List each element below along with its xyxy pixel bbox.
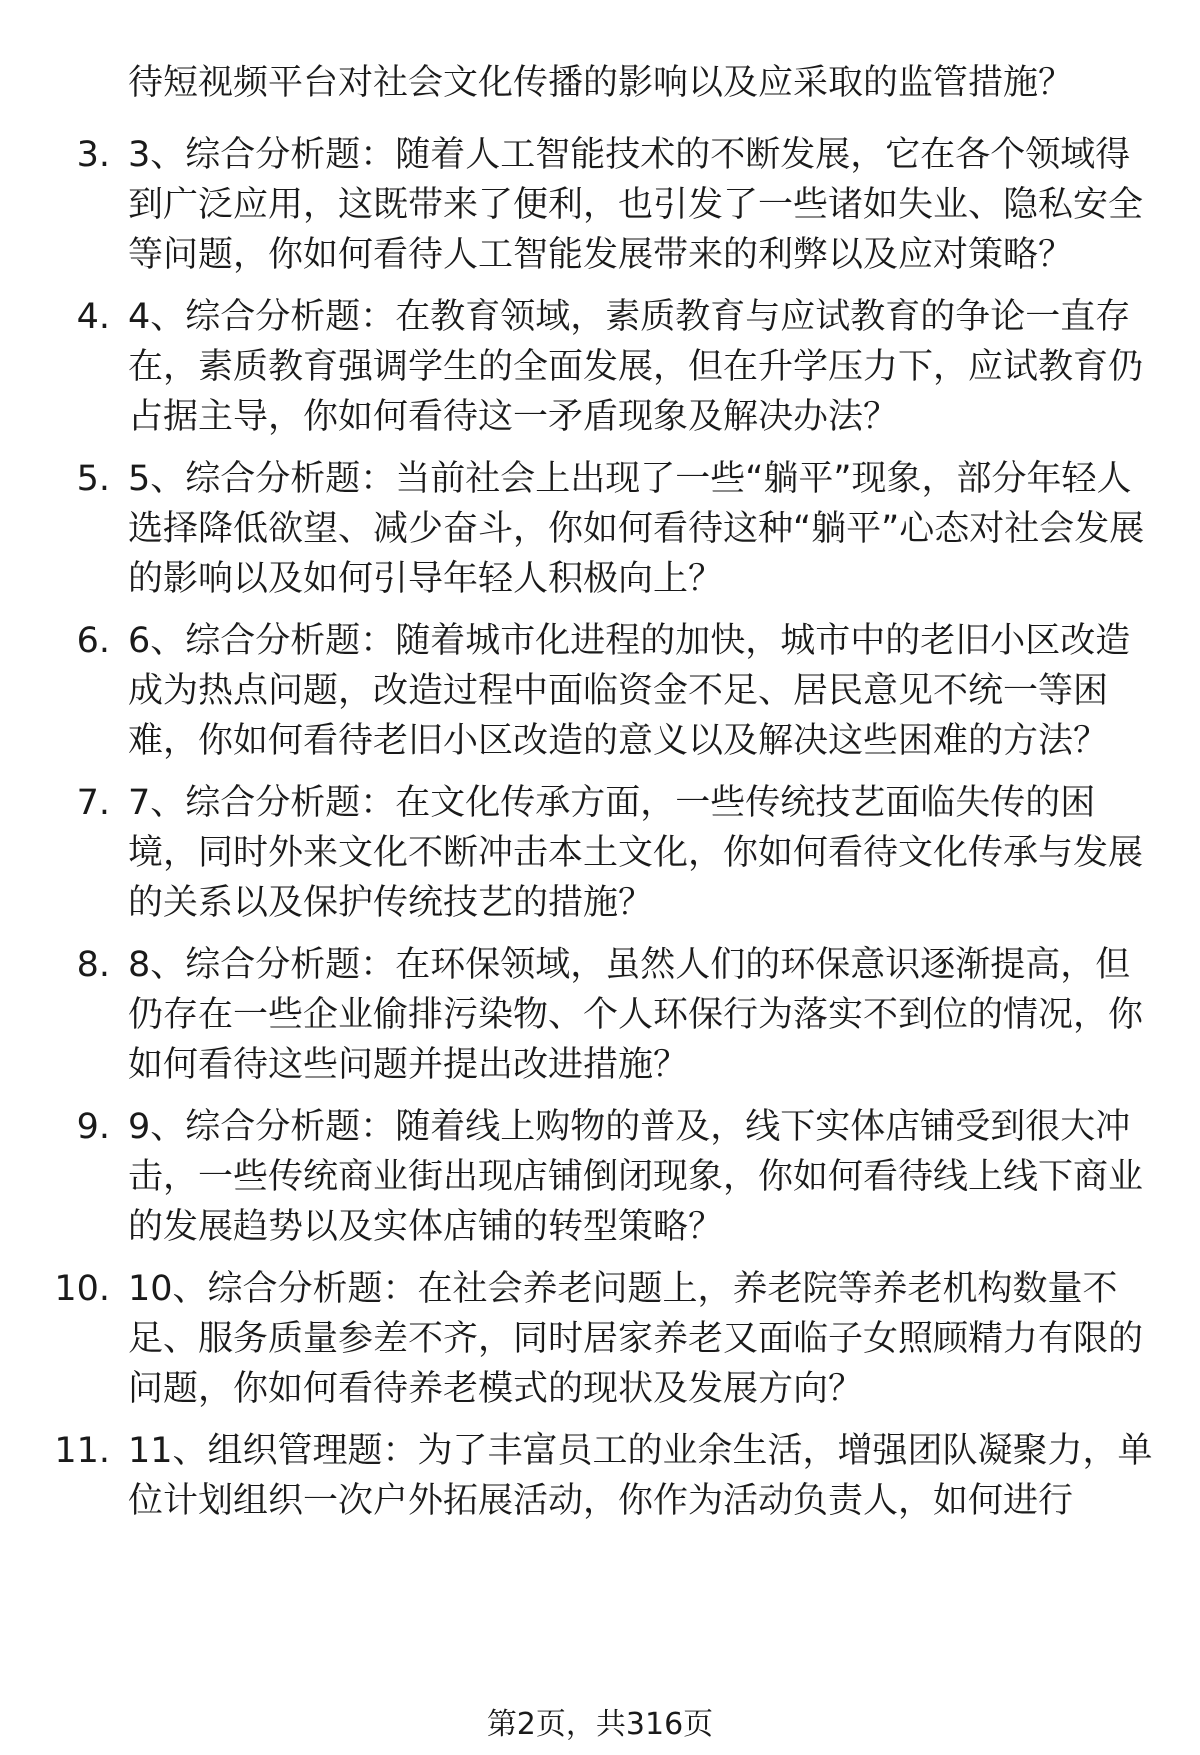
question-text: 7、综合分析题：在文化传承方面，一些传统技艺面临失传的困境，同时外来文化不断冲击本土文化，你如何看待文化传承与发展的关系以及保护传统技艺的措施？ <box>128 783 1144 923</box>
question-number: 11. <box>54 1431 110 1471</box>
question-text: 11、组织管理题：为了丰富员工的业余生活，增强团队凝聚力，单位计划组织一次户外拓展活动，你作为活动负责人，如何进行 <box>128 1431 1153 1521</box>
continuation-text: 待短视频平台对社会文化传播的影响以及应采取的监管措施？ <box>128 63 1074 103</box>
question-text: 9、综合分析题：随着线上购物的普及，线下实体店铺受到很大冲击，一些传统商业街出现店铺倒闭现象，你如何看待线上线下商业的发展趋势以及实体店铺的转型策略？ <box>128 1107 1144 1247</box>
question-number: 3. <box>76 135 110 175</box>
question-number: 5. <box>76 459 110 499</box>
question-text: 3、综合分析题：随着人工智能技术的不断发展，它在各个领域得到广泛应用，这既带来了便利，也引发了一些诸如失业、隐私安全等问题，你如何看待人工智能发展带来的利弊以及应对策略？ <box>128 135 1144 275</box>
question-number: 4. <box>76 297 110 337</box>
question-number: 6. <box>76 621 110 661</box>
question-text: 10、综合分析题：在社会养老问题上，养老院等养老机构数量不足、服务质量参差不齐，同时居家养老又面临子女照顾精力有限的问题，你如何看待养老模式的现状及发展方向？ <box>128 1269 1144 1409</box>
question-number: 8. <box>76 945 110 985</box>
question-text: 6、综合分析题：随着城市化进程的加快，城市中的老旧小区改造成为热点问题，改造过程中面临资金不足、居民意见不统一等困难，你如何看待老旧小区改造的意义以及解决这些困难的方法？ <box>128 621 1131 761</box>
question-text: 5、综合分析题：当前社会上出现了一些“躺平”现象，部分年轻人选择降低欲望、减少奋斗，你如何看待这种“躺平”心态对社会发展的影响以及如何引导年轻人积极向上？ <box>128 459 1145 599</box>
question-number: 9. <box>76 1107 110 1147</box>
question-text: 8、综合分析题：在环保领域，虽然人们的环保意识逐渐提高，但仍存在一些企业偷排污染物、个人环保行为落实不到位的情况，你如何看待这些问题并提出改进措施？ <box>128 945 1144 1085</box>
question-text: 4、综合分析题：在教育领域，素质教育与应试教育的争论一直存在，素质教育强调学生的全面发展，但在升学压力下，应试教育仍占据主导，你如何看待这一矛盾现象及解决办法？ <box>128 297 1144 437</box>
page-footer: 第2页，共316页 <box>486 1707 714 1742</box>
question-number: 10. <box>54 1269 110 1309</box>
question-number: 7. <box>76 783 110 823</box>
